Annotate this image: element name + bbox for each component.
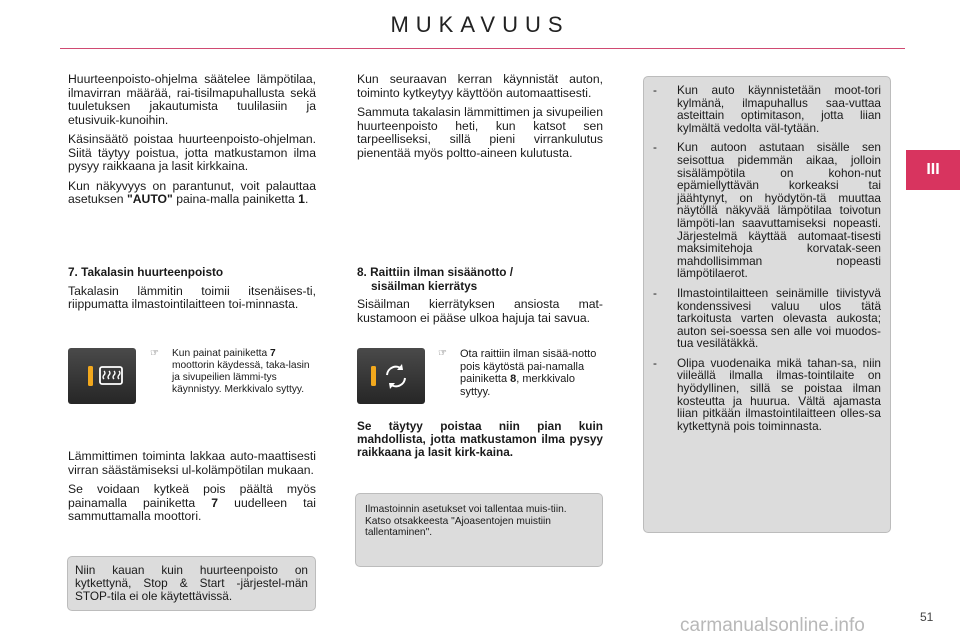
middle-paragraph-1: Kun seuraavan kerran käynnistät auton, toiminto kytkeytyy käyttöön automaattisesti. — [357, 72, 603, 100]
note-recirculation: ☞ Ota raittiin ilman sisää-notto pois käytöstä pai-namalla painiketta 8, merkkivalo syttyy. — [438, 348, 597, 398]
pointing-finger-icon: ☞ — [150, 348, 159, 359]
list-item: - Kun auto käynnistetään moot-tori kylmänä, ilmapuhallus saa-vuttaa asteittain optimitason, jotta liian kylmältä vedolta väl-tytään. — [653, 83, 881, 135]
chapter-tab[interactable]: III — [906, 150, 960, 190]
left-section-7 — [68, 266, 316, 318]
left-paragraph-3: Kun näkyvyys on parantunut, voit palauttaa asetuksen "AUTO" paina-malla painiketta 1. — [68, 178, 316, 206]
rear-defrost-button[interactable] — [68, 348, 136, 404]
middle-column — [357, 73, 603, 166]
section-heading-8-line2: sisäilman kierrätys — [371, 278, 478, 293]
recirculation-button[interactable] — [357, 348, 425, 404]
left-paragraph-5: Lämmittimen toiminta lakkaa auto-maattisesti virran säästämiseksi ul-kolämpötilan mukaan. — [68, 449, 316, 477]
middle-warning: Se täytyy poistaa niin pian kuin mahdollista, jotta matkustamon ilma pysyy raikkaana ja lasit kirk-kaina. — [357, 419, 603, 459]
list-item: - Olipa vuodenaika mikä tahan-sa, niin viileällä ilmalla ilmas-tointilaite on hyödyllinen, sillä se poistaa ilman kosteutta ja huurua. Vältä ajamasta liian pitkään ilmastointilaitteen olles-sa kytkettynä pois toiminnasta. — [653, 355, 881, 433]
right-bullet-list — [643, 84, 881, 439]
memory-info-box: Ilmastoinnin asetukset voi tallentaa muis-tiin. Katso otsakkeesta "Ajoasentojen muistiin tallentaminen". — [355, 493, 603, 567]
middle-section-8 — [357, 266, 603, 331]
list-item: - Ilmastointilaitteen seinämille tiivistyvä kondenssivesi valuu ulos tätä tarkoitusta varten olevasta aukosta; auton sei-soessa sen alle voi muodos-tua vesilätäkkä. — [653, 285, 881, 351]
pointing-finger-icon: ☞ — [438, 348, 447, 359]
left-column — [68, 73, 316, 213]
left-paragraph-2: Käsinsäätö poistaa huurteenpoisto-ohjelman. Siitä täytyy poistua, jotta matkustamon ilma pysyy raikkaana ja lasit kirkkaina. — [68, 132, 316, 173]
left-paragraph-6: Se voidaan kytkeä pois päältä myös painamalla painiketta 7 uudelleen tai sammuttamalla moottori. — [68, 482, 316, 523]
note-rear-defrost: ☞ Kun painat painiketta 7 moottorin käydessä, taka-lasin ja sivupeilien lämmi-tys käynnistyy. Merkkivalo syttyy. — [150, 348, 310, 395]
middle-paragraph-3: Sisäilman kierrätyksen ansiosta mat-kustamoon ei pääse ulkoa hajuja tai savua. — [357, 297, 603, 325]
rear-defrost-icon — [68, 348, 136, 404]
section-heading-8: 8. Raittiin ilman sisäänotto / — [357, 265, 514, 279]
left-lower — [68, 450, 316, 530]
header-rule — [60, 48, 905, 49]
left-paragraph-4: Takalasin lämmitin toimii itsenäises-ti, riippumatta ilmastointilaitteen toi-minnasta. — [68, 283, 316, 311]
air-recirculation-icon — [357, 348, 425, 404]
page-number: 51 — [920, 610, 934, 624]
left-paragraph-1: Huurteenpoisto-ohjelma säätelee lämpötilaa, ilmavirran määrää, rai-tisilmapuhallusta sekä tuuletuksen jakautumista tuulilasiin ja etusivuik-kunoihin. — [68, 72, 316, 127]
list-item: - Kun autoon astutaan sisälle sen seisottua pidemmän aikaa, jolloin sisälämpötila on kohon-nut epämiellyttävän korkeaksi tai jäähtynyt, on hyödytön-tä muuttaa näytöllä näkyvää lämpötilaa toivotun lämpöti-lan saavuttamiseksi nopeasti. Järjestelmä käyttää automaat-tisesti maksimitehoja korvatak-seen mahdollisimman nopeasti lämpötilaerot. — [653, 140, 881, 281]
watermark: carmanualsonline.info — [680, 615, 865, 636]
stop-start-info-box: Niin kauan kuin huurteenpoisto on kytkettynä, Stop & Start -järjestel-män STOP-tila ei ole käytettävissä. — [67, 556, 316, 611]
middle-paragraph-2: Sammuta takalasin lämmittimen ja sivupeilien huurteenpoisto heti, kun katsot sen tarpeelliseksi, sillä pieni virrankulutus pienentää myös poltto-aineen kulutusta. — [357, 105, 603, 160]
section-heading-7: 7. Takalasin huurteenpoisto — [68, 265, 224, 279]
page-title: MUKAVUUS — [390, 12, 570, 37]
